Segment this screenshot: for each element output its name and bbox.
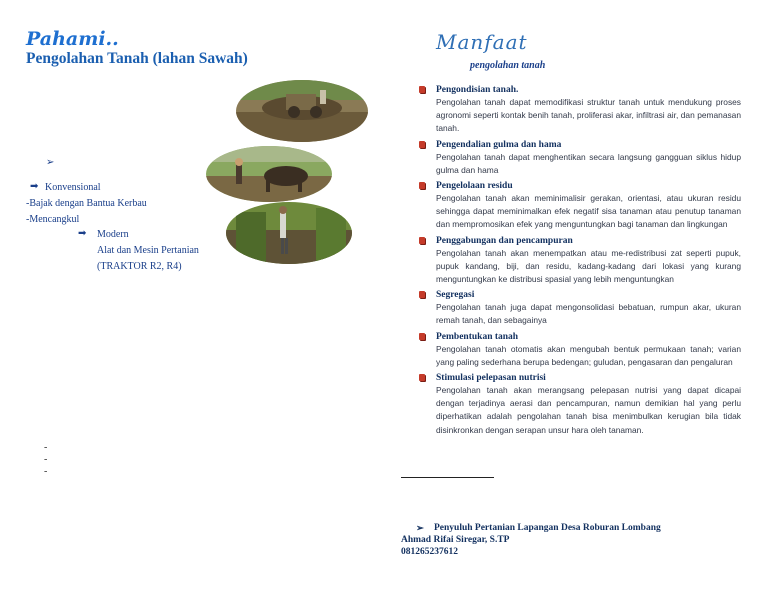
dash-marker: - <box>44 466 48 477</box>
benefit-body: Pengolahan tanah akan meminimalisir gerakan, orientasi, atau ukuran residu sehingga dapat meminimalkan efek negatif sisa tanaman atau penutup tanaman dan mempromosikan efek yang menguntungkan bagi tanaman dan lingkungan <box>436 193 741 230</box>
benefit-body: Pengolahan tanah dapat menghentikan secara langsung gangguan siklus hidup gulma dan hama <box>436 151 741 175</box>
bullet-square-icon <box>419 291 425 298</box>
benefit-item <box>416 139 741 177</box>
modern-alsintan: Alat dan Mesin Pertanian <box>97 245 199 256</box>
benefit-body: Pengolahan tanah akan menempatkan atau me-redistribusi zat seperti pupuk, pupuk kandang, biji, dan residu, kadang-kadang dari lokasi yang kurang menguntungkan ke distribusi spasial yang lebih menguntungkan <box>436 247 741 285</box>
empty-bullet-marker: ➢ <box>46 157 55 168</box>
manfaat-subtitle: pengolahan tanah <box>470 60 546 71</box>
left-title-pahami: Pahami.. <box>26 28 119 50</box>
bullet-square-icon <box>419 182 425 189</box>
benefit-heading: Pengendalian gulma dan hama <box>436 139 562 150</box>
bullet-square-icon <box>419 86 425 93</box>
benefit-body: Pengolahan tanah juga dapat mengonsolidasi bebatuan, rumpun akar, ukuran remah tanah, dan sebagainya <box>436 302 741 326</box>
benefit-heading: Pengelolaan residu <box>436 181 513 192</box>
benefit-list <box>416 84 741 440</box>
footer-phone: 081265237612 <box>401 547 458 557</box>
modern-label: Modern <box>97 229 129 240</box>
benefit-item <box>416 84 741 136</box>
photo-tractor-plowing <box>236 80 368 142</box>
konvensional-label: Konvensional <box>45 182 101 193</box>
benefit-heading: Pengondisian tanah. <box>436 85 519 95</box>
benefit-heading: Segregasi <box>436 290 475 301</box>
photo-buffalo-plowing <box>206 146 332 202</box>
arrow-right-icon: ➡ <box>78 228 87 239</box>
bullet-square-icon <box>419 374 425 381</box>
dash-marker: - <box>44 454 48 465</box>
bullet-square-icon <box>419 141 425 148</box>
konvensional-item-mencangkul: -Mencangkul <box>26 214 80 225</box>
photo-hoeing <box>226 202 352 264</box>
bullet-square-icon <box>419 333 425 340</box>
benefit-item <box>416 372 741 437</box>
dash-marker: - <box>44 442 48 453</box>
benefit-item <box>416 289 741 327</box>
benefit-body: Pengolahan tanah dapat memodifikasi struktur tanah untuk mendukung proses agronomi seperti kontak benih tanah, proliferasi akar, infiltrasi air, dan pemanasan tanah. <box>436 97 741 134</box>
bullet-square-icon <box>419 237 425 244</box>
benefit-item <box>416 331 741 369</box>
benefit-item <box>416 235 741 287</box>
left-title-pengolahan: Pengolahan Tanah (lahan Sawah) <box>26 50 248 67</box>
footer-divider <box>401 477 494 478</box>
benefit-heading: Penggabungan dan pencampuran <box>436 235 573 246</box>
benefit-item <box>416 180 741 232</box>
konvensional-item-bajak: -Bajak dengan Bantua Kerbau <box>26 198 147 209</box>
manfaat-title: Manfaat <box>436 30 528 54</box>
benefit-heading: Pembentukan tanah <box>436 331 519 342</box>
footer-organization: Penyuluh Pertanian Lapangan Desa Roburan Lombang <box>434 523 661 533</box>
benefit-body: Pengolahan tanah otomatis akan mengubah bentuk permukaan tanah; varian yang paling sederhana berupa bedengan; guludan, pengasaran dan pengaluran <box>436 343 741 367</box>
benefit-heading: Stimulasi pelepasan nutrisi <box>436 373 546 384</box>
footer-arrow-icon: ➢ <box>416 524 424 534</box>
arrow-right-icon: ➡ <box>30 181 39 192</box>
footer-name: Ahmad Rifai Siregar, S.TP <box>401 535 510 545</box>
benefit-body: Pengolahan tanah akan merangsang pelepasan nutrisi yang dapat dicapai dengan terjadinya aerasi dan pencampuran, namun demikian hal yang perlu diperhatikan adalah pengolahan tanah bisa menimbulkan kerugian bila tidak disinkronkan dengan serapan unsur hara oleh tanaman. <box>436 385 741 435</box>
modern-traktor: (TRAKTOR R2, R4) <box>97 261 182 272</box>
